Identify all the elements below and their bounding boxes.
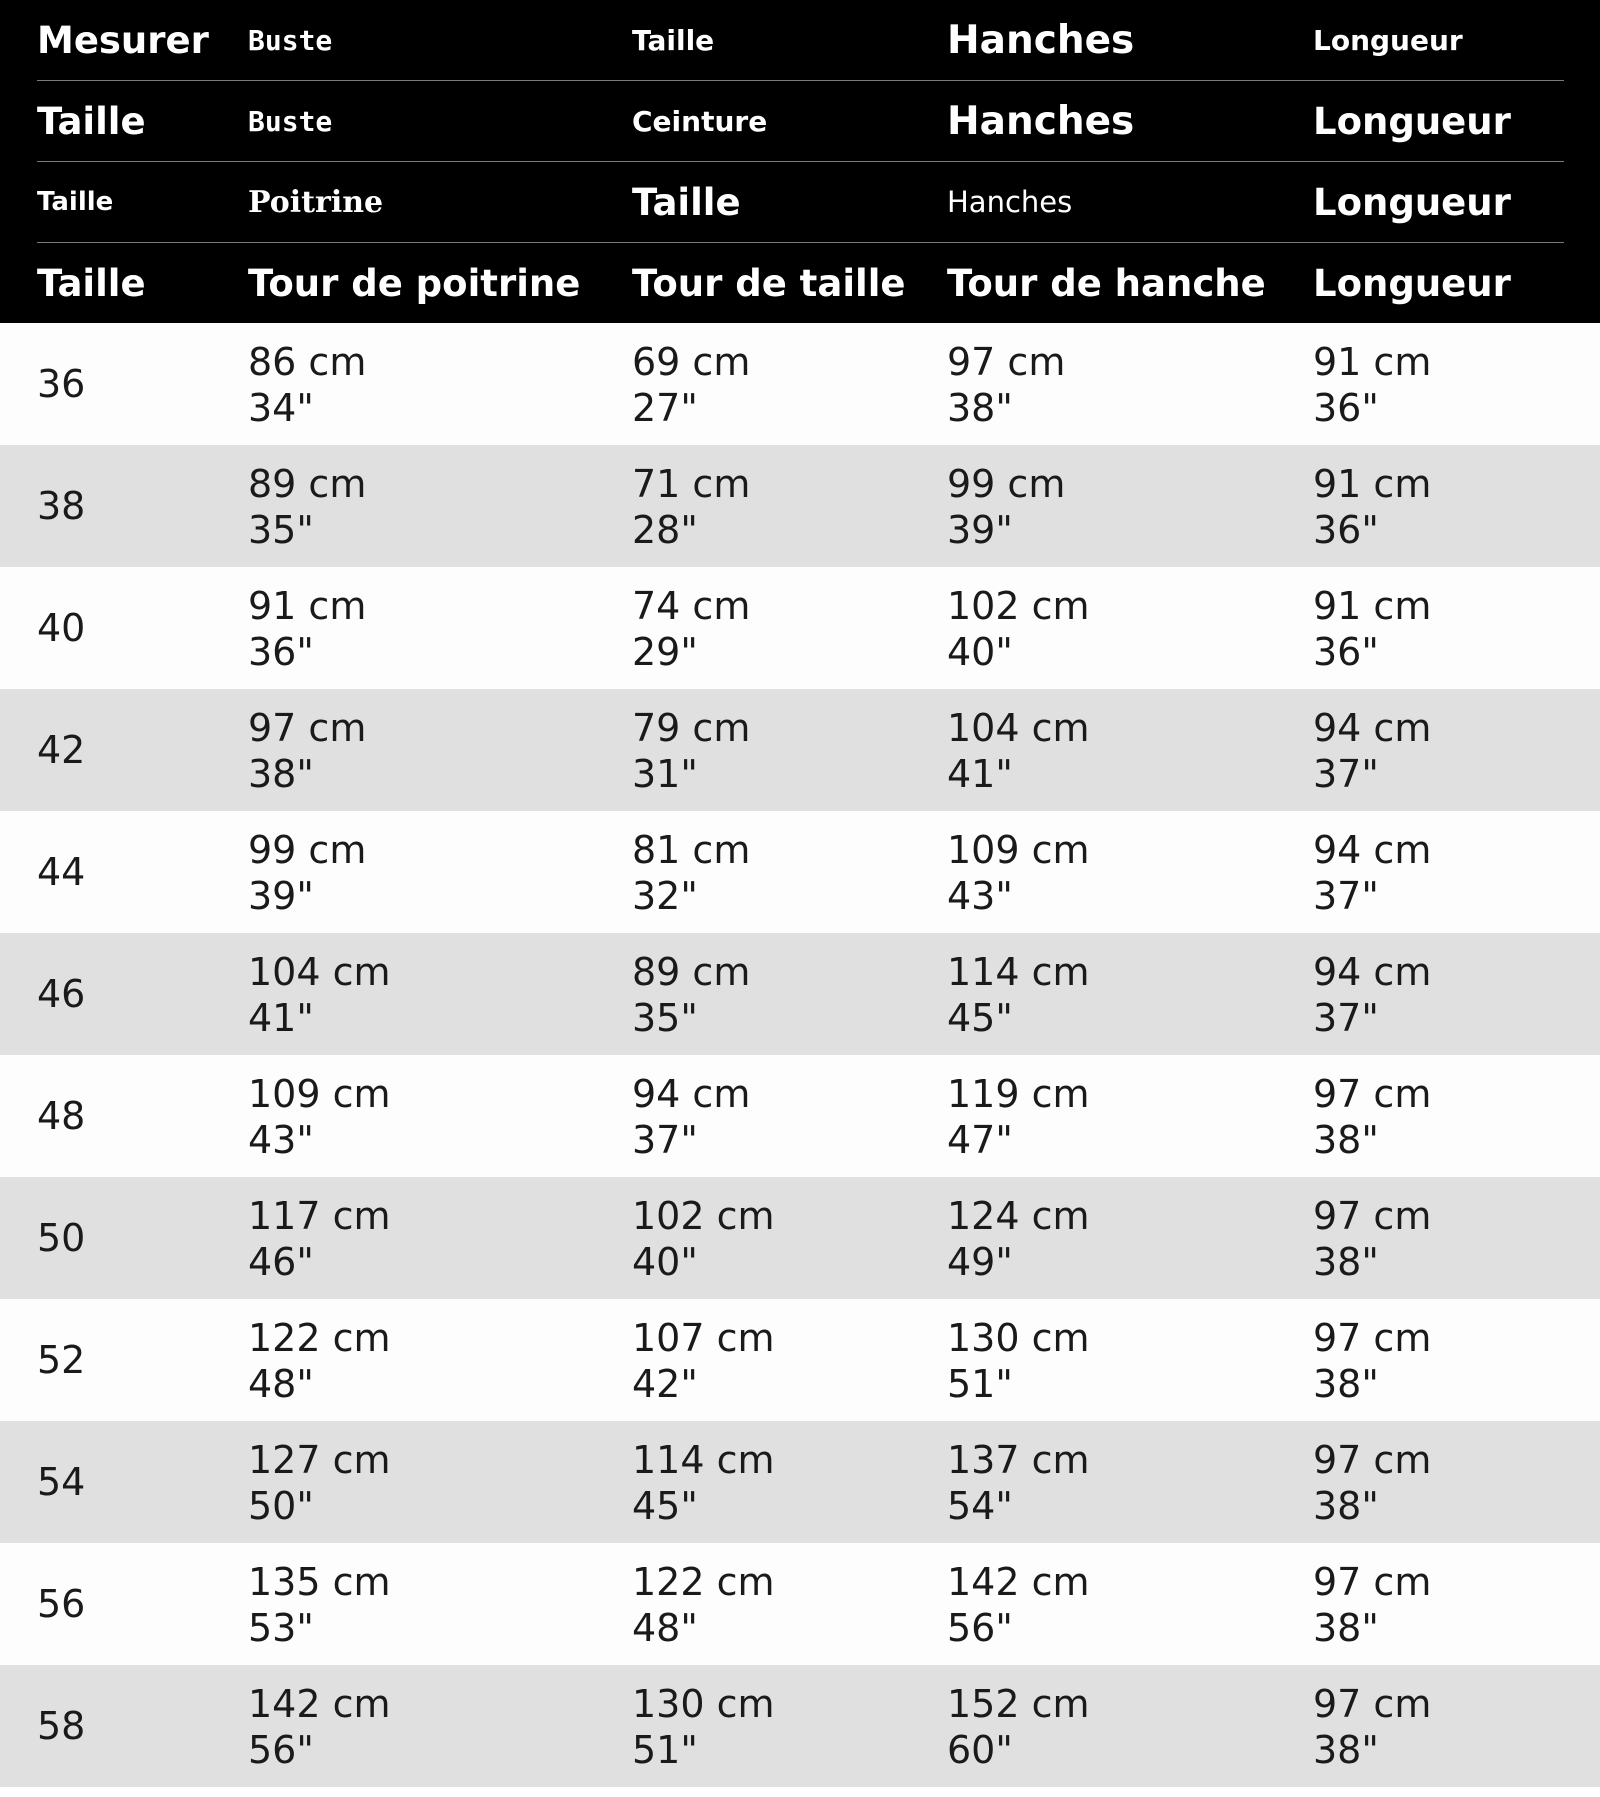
waist-cell <box>632 705 750 797</box>
size-cell: 54 <box>37 1460 86 1504</box>
waist-cell <box>632 949 750 1041</box>
hips-cell <box>947 339 1065 431</box>
cm-value: 97 cm <box>248 706 367 750</box>
size-cell: 38 <box>37 484 86 528</box>
inch-value: 40" <box>632 1240 698 1284</box>
table-row <box>0 445 1600 567</box>
header-cell: Tour de hanche <box>947 261 1266 305</box>
inch-value: 51" <box>947 1362 1013 1406</box>
hips-cell <box>947 949 1090 1041</box>
inch-value: 37" <box>632 1118 698 1162</box>
cm-value: 127 cm <box>248 1438 391 1482</box>
hips-cell <box>947 1193 1090 1285</box>
inch-value: 43" <box>248 1118 314 1162</box>
size-cell: 36 <box>37 362 86 406</box>
inch-value: 27" <box>632 386 698 430</box>
header-cell: Longueur <box>1313 99 1511 143</box>
cm-value: 89 cm <box>248 462 367 506</box>
hips-cell <box>947 583 1090 675</box>
header-cell: Tour de taille <box>632 261 906 305</box>
length-cell <box>1313 339 1431 431</box>
header-cell: Hanches <box>947 185 1073 219</box>
inch-value: 50" <box>248 1484 314 1528</box>
header-cell: Taille <box>37 187 114 217</box>
hips-cell <box>947 1071 1090 1163</box>
cm-value: 130 cm <box>632 1682 775 1726</box>
inch-value: 36" <box>1313 386 1379 430</box>
inch-value: 45" <box>947 996 1013 1040</box>
inch-value: 42" <box>632 1362 698 1406</box>
cm-value: 117 cm <box>248 1194 391 1238</box>
waist-cell <box>632 339 750 431</box>
cm-value: 91 cm <box>1313 462 1432 506</box>
header-row-1 <box>0 0 1600 80</box>
header-cell: Mesurer <box>37 18 209 62</box>
cm-value: 122 cm <box>248 1316 391 1360</box>
waist-cell <box>632 1315 775 1407</box>
header-cell: Taille <box>37 261 146 305</box>
header-row-2 <box>0 81 1600 161</box>
length-cell <box>1313 1559 1431 1651</box>
cm-value: 102 cm <box>632 1194 775 1238</box>
cm-value: 91 cm <box>1313 340 1432 384</box>
cm-value: 142 cm <box>947 1560 1090 1604</box>
cm-value: 94 cm <box>1313 828 1432 872</box>
bust-cell <box>248 949 391 1041</box>
cm-value: 91 cm <box>1313 584 1432 628</box>
waist-cell <box>632 1437 775 1529</box>
hips-cell <box>947 1681 1090 1773</box>
waist-cell <box>632 1071 750 1163</box>
inch-value: 38" <box>1313 1362 1379 1406</box>
inch-value: 38" <box>1313 1606 1379 1650</box>
size-cell: 42 <box>37 728 86 772</box>
table-row <box>0 567 1600 689</box>
bust-cell <box>248 1681 391 1773</box>
cm-value: 142 cm <box>248 1682 391 1726</box>
header-cell: Buste <box>248 104 333 138</box>
cm-value: 119 cm <box>947 1072 1090 1116</box>
table-row <box>0 1665 1600 1787</box>
inch-value: 38" <box>1313 1484 1379 1528</box>
header-cell: Poitrine <box>248 184 384 220</box>
header-cell: Buste <box>248 23 333 57</box>
length-cell <box>1313 1071 1431 1163</box>
bust-cell <box>248 339 366 431</box>
table-row <box>0 323 1600 445</box>
table-row <box>0 1055 1600 1177</box>
inch-value: 45" <box>632 1484 698 1528</box>
inch-value: 36" <box>1313 508 1379 552</box>
header-cell: Longueur <box>1313 180 1511 224</box>
cm-value: 94 cm <box>632 1072 751 1116</box>
inch-value: 54" <box>947 1484 1013 1528</box>
inch-value: 49" <box>947 1240 1013 1284</box>
cm-value: 124 cm <box>947 1194 1090 1238</box>
inch-value: 37" <box>1313 874 1379 918</box>
inch-value: 39" <box>947 508 1013 552</box>
length-cell <box>1313 1315 1431 1407</box>
cm-value: 130 cm <box>947 1316 1090 1360</box>
hips-cell <box>947 461 1065 553</box>
cm-value: 71 cm <box>632 462 751 506</box>
inch-value: 56" <box>947 1606 1013 1650</box>
cm-value: 135 cm <box>248 1560 391 1604</box>
length-cell <box>1313 827 1431 919</box>
length-cell <box>1313 461 1431 553</box>
header-cell: Longueur <box>1313 261 1511 305</box>
cm-value: 69 cm <box>632 340 751 384</box>
header-cell: Hanches <box>947 17 1135 63</box>
length-cell <box>1313 1437 1431 1529</box>
cm-value: 94 cm <box>1313 706 1432 750</box>
table-row <box>0 933 1600 1055</box>
size-cell: 50 <box>37 1216 86 1260</box>
size-cell: 46 <box>37 972 86 1016</box>
inch-value: 29" <box>632 630 698 674</box>
table-row <box>0 689 1600 811</box>
inch-value: 38" <box>947 386 1013 430</box>
bust-cell <box>248 1437 391 1529</box>
cm-value: 97 cm <box>1313 1194 1432 1238</box>
cm-value: 107 cm <box>632 1316 775 1360</box>
inch-value: 37" <box>1313 752 1379 796</box>
header-cell: Ceinture <box>632 104 768 138</box>
bust-cell <box>248 705 366 797</box>
cm-value: 99 cm <box>947 462 1066 506</box>
hips-cell <box>947 1315 1090 1407</box>
table-row <box>0 1177 1600 1299</box>
cm-value: 97 cm <box>1313 1072 1432 1116</box>
cm-value: 97 cm <box>1313 1316 1432 1360</box>
cm-value: 91 cm <box>248 584 367 628</box>
inch-value: 35" <box>632 996 698 1040</box>
header-cell: Longueur <box>1313 23 1463 57</box>
inch-value: 32" <box>632 874 698 918</box>
inch-value: 40" <box>947 630 1013 674</box>
inch-value: 38" <box>1313 1728 1379 1772</box>
cm-value: 137 cm <box>947 1438 1090 1482</box>
bust-cell <box>248 461 366 553</box>
bust-cell <box>248 827 366 919</box>
cm-value: 102 cm <box>947 584 1090 628</box>
inch-value: 47" <box>947 1118 1013 1162</box>
waist-cell <box>632 1559 775 1651</box>
cm-value: 97 cm <box>1313 1438 1432 1482</box>
hips-cell <box>947 1437 1090 1529</box>
inch-value: 35" <box>248 508 314 552</box>
inch-value: 38" <box>1313 1118 1379 1162</box>
cm-value: 89 cm <box>632 950 751 994</box>
header-row-4 <box>0 243 1600 323</box>
inch-value: 51" <box>632 1728 698 1772</box>
waist-cell <box>632 1193 775 1285</box>
header-cell: Taille <box>37 99 146 143</box>
header-row-3 <box>0 162 1600 242</box>
waist-cell <box>632 461 750 553</box>
header-cell: Taille <box>632 23 715 57</box>
size-cell: 56 <box>37 1582 86 1626</box>
cm-value: 81 cm <box>632 828 751 872</box>
length-cell <box>1313 1681 1431 1773</box>
table-row <box>0 1543 1600 1665</box>
cm-value: 97 cm <box>947 340 1066 384</box>
length-cell <box>1313 1193 1431 1285</box>
inch-value: 48" <box>248 1362 314 1406</box>
bust-cell <box>248 1071 391 1163</box>
table-row <box>0 811 1600 933</box>
inch-value: 36" <box>1313 630 1379 674</box>
cm-value: 86 cm <box>248 340 367 384</box>
hips-cell <box>947 1559 1090 1651</box>
cm-value: 152 cm <box>947 1682 1090 1726</box>
hips-cell <box>947 827 1090 919</box>
inch-value: 41" <box>947 752 1013 796</box>
bust-cell <box>248 583 366 675</box>
inch-value: 38" <box>248 752 314 796</box>
waist-cell <box>632 827 750 919</box>
cm-value: 104 cm <box>248 950 391 994</box>
cm-value: 99 cm <box>248 828 367 872</box>
header-cell: Taille <box>632 180 741 224</box>
size-cell: 58 <box>37 1704 86 1748</box>
inch-value: 28" <box>632 508 698 552</box>
cm-value: 94 cm <box>1313 950 1432 994</box>
header-cell: Hanches <box>947 98 1135 144</box>
waist-cell <box>632 1681 775 1773</box>
cm-value: 109 cm <box>947 828 1090 872</box>
inch-value: 56" <box>248 1728 314 1772</box>
inch-value: 41" <box>248 996 314 1040</box>
cm-value: 79 cm <box>632 706 751 750</box>
cm-value: 122 cm <box>632 1560 775 1604</box>
table-row <box>0 1299 1600 1421</box>
hips-cell <box>947 705 1090 797</box>
length-cell <box>1313 705 1431 797</box>
inch-value: 36" <box>248 630 314 674</box>
inch-value: 31" <box>632 752 698 796</box>
waist-cell <box>632 583 750 675</box>
size-chart-header <box>0 0 1600 323</box>
bust-cell <box>248 1559 391 1651</box>
cm-value: 97 cm <box>1313 1560 1432 1604</box>
inch-value: 48" <box>632 1606 698 1650</box>
inch-value: 34" <box>248 386 314 430</box>
inch-value: 39" <box>248 874 314 918</box>
header-cell: Tour de poitrine <box>248 261 581 305</box>
cm-value: 114 cm <box>947 950 1090 994</box>
size-cell: 44 <box>37 850 86 894</box>
inch-value: 53" <box>248 1606 314 1650</box>
bust-cell <box>248 1315 391 1407</box>
inch-value: 43" <box>947 874 1013 918</box>
inch-value: 37" <box>1313 996 1379 1040</box>
size-cell: 48 <box>37 1094 86 1138</box>
size-chart-body <box>0 323 1600 1787</box>
size-cell: 52 <box>37 1338 86 1382</box>
length-cell <box>1313 949 1431 1041</box>
inch-value: 38" <box>1313 1240 1379 1284</box>
inch-value: 46" <box>248 1240 314 1284</box>
bust-cell <box>248 1193 391 1285</box>
cm-value: 97 cm <box>1313 1682 1432 1726</box>
table-row <box>0 1421 1600 1543</box>
cm-value: 114 cm <box>632 1438 775 1482</box>
cm-value: 74 cm <box>632 584 751 628</box>
size-cell: 40 <box>37 606 86 650</box>
cm-value: 109 cm <box>248 1072 391 1116</box>
inch-value: 60" <box>947 1728 1013 1772</box>
length-cell <box>1313 583 1431 675</box>
cm-value: 104 cm <box>947 706 1090 750</box>
